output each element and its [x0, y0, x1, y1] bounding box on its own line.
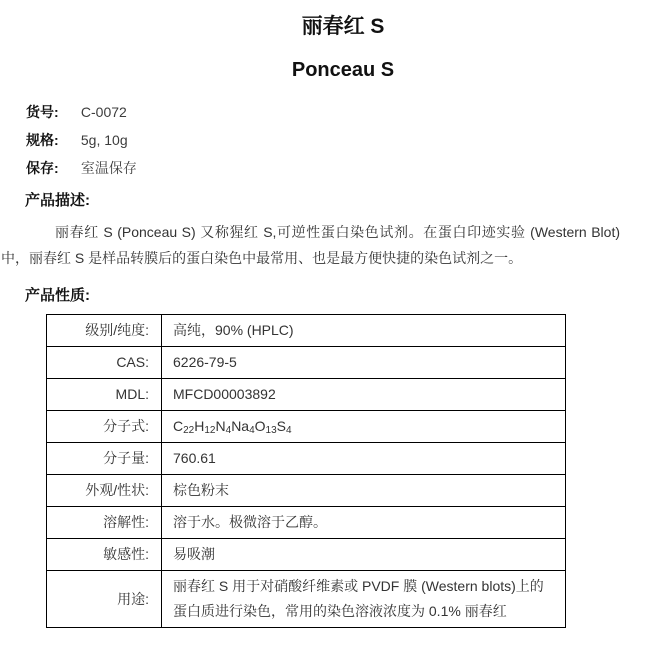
- grade-value: 高纯，90% (HPLC): [162, 314, 566, 346]
- table-row-sensitivity: [47, 538, 566, 570]
- sensitivity-label: 敏感性:: [47, 538, 162, 570]
- catalog-number-label: 货号:: [26, 104, 59, 121]
- appearance-value: 棕色粉末: [162, 474, 566, 506]
- properties-heading: 产品性质:: [25, 287, 90, 305]
- document-header: [0, 0, 647, 82]
- sensitivity-value: 易吸潮: [162, 538, 566, 570]
- solubility-label: 溶解性:: [47, 506, 162, 538]
- storage-value: 室温保存: [80, 160, 137, 177]
- table-row-cas: [47, 346, 566, 378]
- mdl-value: MFCD00003892: [162, 378, 566, 410]
- catalog-number-value: C-0072: [80, 104, 127, 121]
- molecular-formula-value: $C_{22}H_{12}N_4Na_4O_{13}S_4$: [162, 410, 566, 442]
- storage-label: 保存:: [26, 160, 59, 177]
- cas-value: 6226-79-5: [162, 346, 566, 378]
- table-row-usage: [47, 570, 566, 627]
- mdl-label: MDL:: [47, 378, 162, 410]
- grade-label: 级别/纯度:: [47, 314, 162, 346]
- molecular-weight-label: 分子量:: [47, 442, 162, 474]
- usage-value: 丽春红 S 用于对硝酸纤维素或 PVDF 膜 (Western blots)上的蛋白质进行染色，常用的染色溶液浓度为 0.1% 丽春红: [162, 570, 566, 627]
- properties-table: [46, 314, 566, 628]
- usage-label: 用途:: [47, 570, 162, 627]
- table-row-grade: [47, 314, 566, 346]
- description-paragraph: 丽春红 S (Ponceau S) 又称猩红 S,可逆性蛋白染色试剂。在蛋白印迹实验 (Western Blot)中，丽春红 S 是样品转膜后的蛋白染色中最常用、也是最方便快捷的染色试剂之一。: [1, 224, 620, 267]
- page-title-en: Ponceau S: [291, 59, 395, 82]
- solubility-value: 溶于水。极微溶于乙醇。: [162, 506, 566, 538]
- size-value: 5g, 10g: [80, 132, 128, 149]
- appearance-label: 外观/性状:: [47, 474, 162, 506]
- molecular-formula-label: 分子式:: [47, 410, 162, 442]
- cas-label: CAS:: [47, 346, 162, 378]
- table-row-molecular-weight: [47, 442, 566, 474]
- table-row-appearance: [47, 474, 566, 506]
- description-heading: 产品描述:: [25, 192, 90, 210]
- meta-row-size: [26, 132, 647, 148]
- product-meta: [26, 104, 647, 176]
- molecular-weight-value: 760.61: [162, 442, 566, 474]
- table-row-solubility: [47, 506, 566, 538]
- page-title-cn: 丽春红 S: [301, 15, 385, 38]
- table-row-mdl: [47, 378, 566, 410]
- meta-row-storage: [26, 160, 647, 176]
- meta-row-catalog-number: [26, 104, 647, 120]
- table-row-molecular-formula: [47, 410, 566, 442]
- size-label: 规格:: [26, 132, 59, 149]
